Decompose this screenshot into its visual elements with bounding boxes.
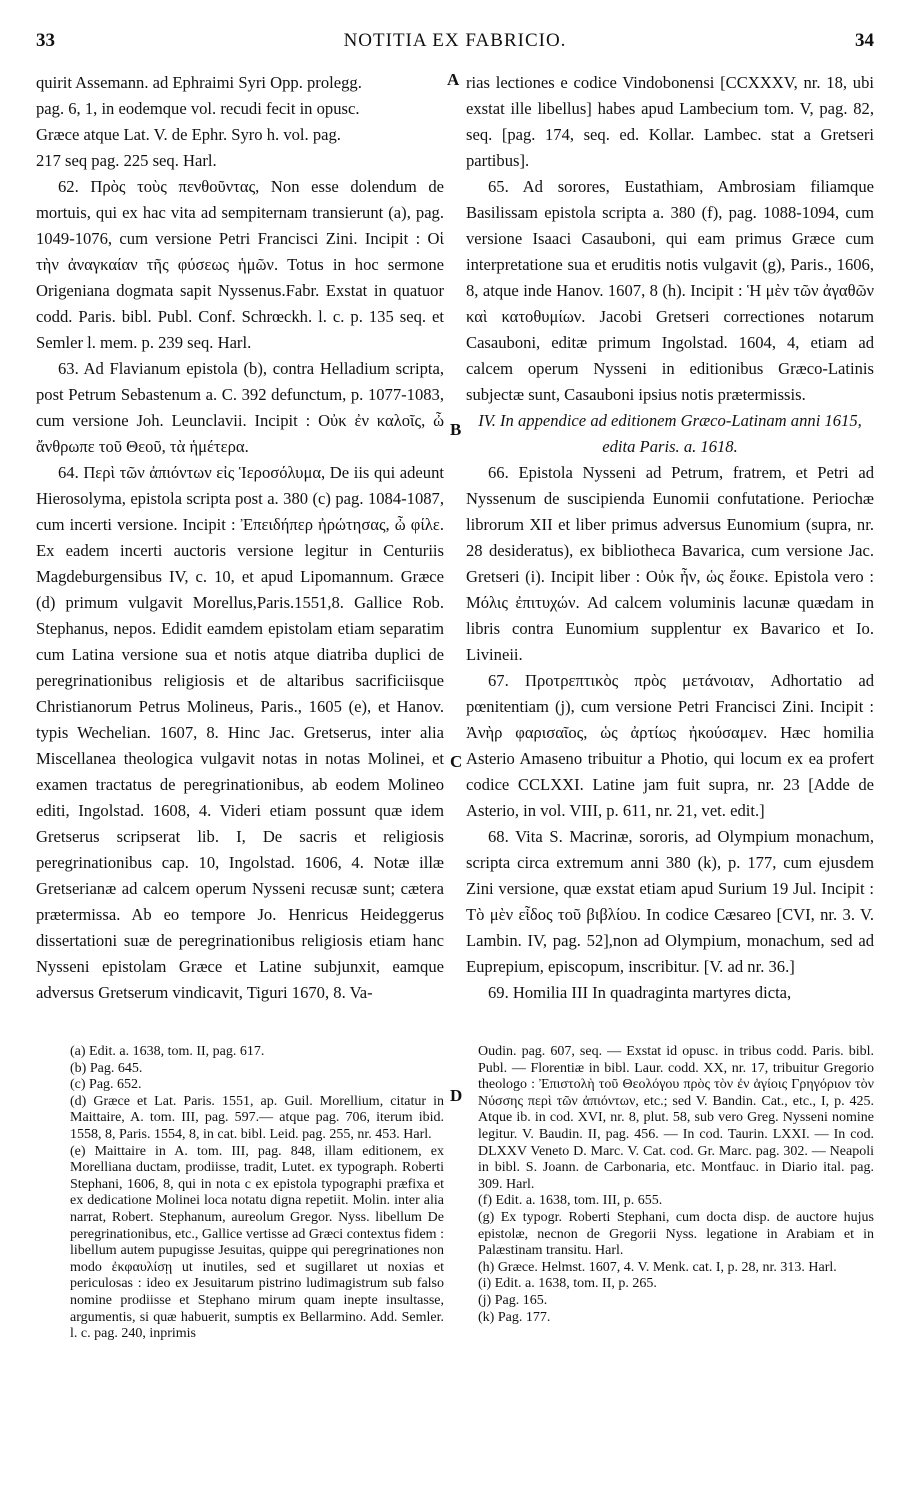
left-paragraph: 217 seq pag. 225 seq. Harl. xyxy=(36,151,217,170)
margin-letter-c: C xyxy=(450,752,463,771)
footnote: (a) Edit. a. 1638, tom. II, pag. 617. xyxy=(70,1044,265,1059)
footnote: (f) Edit. a. 1638, tom. III, p. 655. xyxy=(478,1193,663,1209)
entry-65: 65. Ad sorores, Eustathiam, Ambrosiam filiamque Basilissam epistola scripta a. 380 (f), pag. 1088-1094, cum versione Isaaci Casauboni, qui eam primus Græce cum interpretatione sua et eruditis notis vulgavit (g), Paris., 1606, 8, atque inde Hanov. 1607, 8 (h). Incipit : Ἡ μὲν τῶν ἀγαθῶν καὶ κατοθυμίων. Jacobi Gretseri correctiones notarum Casauboni, editæ primum Ingolstad. 1604, 4, etiam ad calcem operum Nysseni in editionibus Græco-Latinis subjectæ sunt, Casauboni ipsius notis prætermissis. xyxy=(466,177,874,404)
right-paragraph: rias lectiones e codice Vindobonensi [CCXXXV, nr. 18, ubi exstat ille libellus] habes apud Lambecium tom. V, pag. 82, seq. [pag. 174, seq. ed. Kollar. Lambec. stat a Gretseri partibus]. xyxy=(466,73,874,170)
left-paragraph: Græce atque Lat. V. de Ephr. Syro h. vol. pag. xyxy=(36,125,341,144)
entry-63: 63. Ad Flavianum epistola (b), contra Helladium scripta, post Petrum Sebastenum a. C. 392 defunctum, p. 1077-1083, cum versione Joh. Leunclavii. Incipit : Οὐκ ἐν καλοῖς, ὦ ἄνθρωπε τοῦ Θεοῦ, τὰ ἡμέτερα. xyxy=(36,359,444,456)
footnotes-left xyxy=(58,1044,444,1343)
entry-64: 64. Περὶ τῶν ἀπιόντων εἰς Ἱεροσόλυμα, De iis qui adeunt Hierosolyma, epistola scripta post a. 380 (c) pag. 1084-1087, cum incerti versione. Incipit : Ἐπειδήπερ ἠρώτησας, ὦ φίλε. Ex eadem incerti auctoris versione legitur in Centuriis Magdeburgensibus IV, c. 10, et apud Lipomannum. Græce (d) primum vulgavit Morellus,Paris.1551,8. Gallice Rob. Stephanus, nepos. Edidit eamdem epistolam etiam separatim cum Latina versione sua et notis atque diatriba duplici de peregrinationibus religiosis et de altaribus sacrificiisque Christianorum Petrus Molineus, Paris., 1605 (e), et Hanov. typis Wechelian. 1607, 8. Hinc Jac. Gretserus, inter alia Miscellanea theologica vulgavit notas in notas Molinei, et examen tractatus de peregrinationibus, ab eodem Molineo editi, Ingolstad. 1608, 4. Videri etiam possunt quæ idem Gretserus scripserat lib. I, De sacris et religiosis peregrinationibus cap. 10, Ingolstad. 1606, 4. Notæ illæ Gretserianæ ad calcem operum Nysseni recusæ sunt; cætera prætermissa. Ab eo tempore Jo. Henricus Heideggerus dissertationi suæ de peregrinationibus religiosis etiam hanc Nysseni epistolam Græce et Latine subjunxit, eamque adversus Gretserum vindicavit, Tiguri 1670, 8. Va- xyxy=(36,463,444,1002)
running-header xyxy=(36,30,874,56)
entry-68: 68. Vita S. Macrinæ, sororis, ad Olympium monachum, scripta circa extremum anni 380 (k), p. 177, cum ejusdem Zini versione, quæ exstat etiam apud Surium 19 Jul. Incipit : Τὸ μὲν εἶδος τοῦ βιβλίου. In codice Cæsareo [CVI, nr. 3. V. Lambin. IV, pag. 52],non ad Olympium, monachum, sed ad Euprepium, episcopum, inscribitur. [V. ad nr. 36.] xyxy=(466,827,874,976)
section-heading: IV. In appendice ad editionem Græco-Latinam anni 1615, edita Paris. a. 1618. xyxy=(478,411,862,456)
entry-67: 67. Προτρεπτικὸς πρὸς μετάνοιαν, Adhortatio ad pœnitentiam (j), cum versione Petri Francisci Zini. Incipit : Ἀνὴρ φαρισαῖος, ὡς ἀρτίως ἠκούσαμεν. Hæc homilia Asterio Amaseno tribuitur a Photio, qui locum ex ea profert codice CCLXXI. Latine jam fuit supra, nr. 23 [Adde de Asterio, in vol. VIII, p. 611, nr. 21, vet. edit.] xyxy=(466,671,874,820)
footnote: (b) Pag. 645. xyxy=(70,1060,143,1076)
margin-letter-d: D xyxy=(450,1086,463,1105)
footnote: (k) Pag. 177. xyxy=(478,1309,551,1325)
margin-letter-b: B xyxy=(450,420,462,439)
entry-69: 69. Homilia III In quadraginta martyres dicta, xyxy=(488,983,792,1002)
footnote: (g) Ex typogr. Roberti Stephani, cum docta disp. de auctore hujus epistolæ, necnon de Gregorii Nyss. legatione in Arabiam et in Palæstinam transitu. Harl. xyxy=(478,1209,874,1259)
footnote: Oudin. pag. 607, seq. — Exstat id opusc. in tribus codd. Paris. bibl. Publ. — Florentiæ in bibl. Laur. codd. XX, nr. 17, tribuitur Gregorio theologo : Ἐπιστολὴ τοῦ Θεολόγου πρὸς τὸν ἐν ἁγίοις Γρηγόριον τὸν Νύσσης περὶ τῶν ἀπιόντων, etc.; sed V. Bandin. Cat., etc., I, p. 425. Atque ib. in cod. XVI, nr. 8, plut. 58, sub vero Greg. Nysseni nomine legitur. V. Baudin. II, pag. 456. — In cod. Taurin. LXXI. — In cod. DLXXV Veneto D. Marc. V. Cat. cod. Gr. Marc. pag. 302. — Neapoli in bibl. S. Joann. de Carbonaria, etc. Montfauc. in Diario ital. pag. 309. Harl. xyxy=(478,1044,874,1192)
running-title: NOTITIA EX FABRICIO. xyxy=(343,30,567,51)
footnote: (h) Græce. Helmst. 1607, 4. V. Menk. cat. I, p. 28, nr. 313. Harl. xyxy=(478,1259,837,1275)
footnote: (e) Maittaire in A. tom. III, pag. 848, illam editionem, ex Morelliana ductam, prodiisse, tradit, Lutet. ex typograph. Roberti Stephani, 1606, 8, qui in nota c ex epistola typographi præfixa et ex dedicatione Molinei loca notatu digna repetiit. Molin. inter alia narrat, Robert. Stephanum, aureolum Gregor. Nyss. libellum De peregrinationibus, etc., Gallice vertisse ad Græci contextus fidem : libellum autem pupugisse Jesuitas, quippe qui peregrinationes non modo ἐκφαυλίσῃ ut inutiles, sed et sugillaret ut noxias et periculosas : ideo ex Jesuitarum pistrino ludimagistrum sub falso nomine prodiisse et Stephano mirum quam inepte insultasse, argumentis, si quæ habuerit, sumptis ex Bellarmino. Add. Semler. l. c. pag. 240, inprimis xyxy=(70,1143,444,1342)
left-paragraph: pag. 6, 1, in eodemque vol. recudi fecit in opusc. xyxy=(36,99,360,118)
entry-66: 66. Epistola Nysseni ad Petrum, fratrem, et Petri ad Nyssenum de suscipienda Eunomii confutatione. Periochæ librorum XII et liber primus adversus Eunomium (supra, nr. 28 desideratus), ex bibliotheca Bavarica, cum versione Jac. Gretseri (i). Incipit liber : Οὐκ ἦν, ὡς ἔοικε. Epistola vero : Μόλις ἐπιτυχών. Ad calcem voluminis lacunæ quædam in libris contra Eunomium supplentur ex Bavarico et Io. Livineii. xyxy=(466,463,874,664)
entry-62: 62. Πρὸς τοὺς πενθοῦντας, Non esse dolendum de mortuis, qui ex hac vita ad sempiternam transierunt (a), pag. 1049-1076, cum versione Petri Francisci Zini. Incipit : Οἱ τὴν ἀναγκαίαν τῆς φύσεως ἡμῶν. Totus in hoc sermone Origeniana dogmata sapit Nyssenus.Fabr. Exstat in quatuor codd. Paris. bibl. Publ. Conf. Schrœckh. l. c. p. 135 seq. et Semler l. mem. p. 239 seq. Harl. xyxy=(36,177,444,352)
footnote: (j) Pag. 165. xyxy=(478,1292,548,1308)
left-column xyxy=(36,70,444,1006)
footnote: (i) Edit. a. 1638, tom. II, p. 265. xyxy=(478,1276,657,1292)
footnote: (c) Pag. 652. xyxy=(70,1077,142,1093)
footnote: (d) Græce et Lat. Paris. 1551, ap. Guil. Morellium, citatur in Maittaire, A. tom. III, pag. 597.— atque pag. 706, iterum ibid. 1558, 8, Paris. 1554, 8, in cat. bibl. Leid. pag. 255, nr. 453. Harl. xyxy=(70,1093,444,1142)
footnotes-right xyxy=(466,1044,874,1326)
right-column xyxy=(466,70,874,1006)
page-number-right: 34 xyxy=(855,30,874,51)
left-paragraph: quirit Assemann. ad Ephraimi Syri Opp. prolegg. xyxy=(36,73,362,92)
margin-letter-a: A xyxy=(447,70,460,89)
page-number-left: 33 xyxy=(36,30,55,51)
